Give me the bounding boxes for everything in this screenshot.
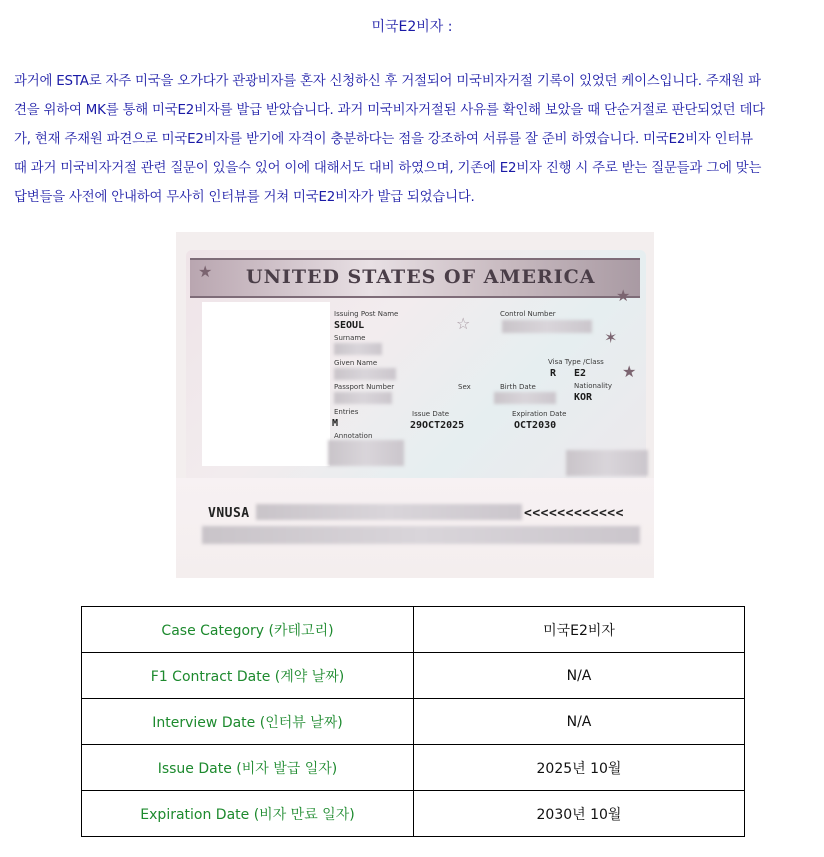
redacted-mrz	[202, 526, 640, 544]
nationality-label: Nationality	[574, 382, 613, 390]
redacted-field	[566, 450, 648, 476]
photo-redacted	[202, 302, 330, 466]
nationality-value: KOR	[574, 392, 593, 403]
redacted-field	[494, 392, 556, 404]
mrz-prefix: VNUSA	[208, 506, 250, 521]
birth-date-label: Birth Date	[500, 383, 536, 391]
visa-class-value: E2	[574, 368, 587, 379]
visa-image	[176, 232, 654, 578]
visa-type-label: Visa Type /Class	[548, 358, 604, 366]
visa-type-value: R	[550, 368, 557, 379]
description-line: 과거에 ESTA로 자주 미국을 오가다가 관광비자를 혼자 신청하신 후 거절되어 미국비자거절 기록이 있었던 케이스입니다. 주재원 파	[14, 74, 761, 89]
table-key: F1 Contract Date (계약 날짜)	[82, 653, 414, 699]
table-value: 미국E2비자	[414, 607, 745, 653]
table-row	[82, 699, 745, 745]
description-line: 때 과거 미국비자거절 관련 질문이 있을수 있어 이에 대해서도 대비 하였으며, 기존에 E2비자 진행 시 주로 받는 질문들과 그에 맞는	[14, 161, 762, 176]
table-key: Case Category (카테고리)	[82, 607, 414, 653]
redacted-field	[334, 343, 382, 355]
case-description	[14, 67, 814, 212]
table-key: Issue Date (비자 발급 일자)	[82, 745, 414, 791]
surname-label: Surname	[334, 334, 366, 342]
control-number-label: Control Number	[500, 310, 556, 318]
given-name-label: Given Name	[334, 359, 378, 367]
redacted-mrz	[256, 504, 522, 520]
mrz-suffix: <<<<<<<<<<<<	[524, 506, 624, 521]
star-icon: ★	[198, 262, 213, 281]
description-line: 가, 현재 주재원 파견으로 미국E2비자를 받기에 자격이 충분하다는 점을 강조하여 서류를 잘 준비 하였습니다. 미국E2비자 인터뷰	[14, 132, 753, 147]
table-value: N/A	[414, 699, 745, 745]
table-row	[82, 791, 745, 837]
issue-date-label: Issue Date	[412, 410, 450, 418]
page-title: 미국E2비자 :	[371, 19, 453, 35]
visa-info-table	[81, 606, 745, 837]
table-key: Expiration Date (비자 만료 일자)	[82, 791, 414, 837]
table-key: Interview Date (인터뷰 날짜)	[82, 699, 414, 745]
table-value: 2030년 10월	[414, 791, 745, 837]
table-row	[82, 653, 745, 699]
entries-value: M	[332, 418, 339, 429]
table-row	[82, 607, 745, 653]
redacted-field	[328, 440, 404, 466]
visa-banner-text: UNITED STATES OF AMERICA	[246, 266, 596, 288]
table-row	[82, 745, 745, 791]
star-icon: ★	[622, 362, 637, 381]
description-line: 견을 위하여 MK를 통해 미국E2비자를 발급 받았습니다. 과거 미국비자거절된 사유를 확인해 보았을 때 단순거절로 판단되었던 데다	[14, 103, 765, 118]
sex-label: Sex	[458, 383, 471, 391]
redacted-field	[334, 392, 392, 404]
issuing-post-label: Issuing Post Name	[334, 310, 399, 318]
star-icon: ☆	[456, 314, 471, 333]
issuing-post-value: SEOUL	[334, 320, 365, 331]
star-icon: ★	[616, 286, 631, 305]
table-value: 2025년 10월	[414, 745, 745, 791]
annotation-label: Annotation	[334, 432, 373, 440]
expiration-date-label: Expiration Date	[512, 410, 567, 418]
passport-number-label: Passport Number	[334, 383, 395, 391]
table-value: N/A	[414, 653, 745, 699]
star-icon: ✶	[604, 328, 618, 347]
entries-label: Entries	[334, 408, 359, 416]
redacted-field	[502, 320, 592, 333]
redacted-field	[334, 368, 396, 380]
issue-date-value: 29OCT2025	[410, 420, 465, 431]
expiration-date-value: OCT2030	[514, 420, 557, 431]
description-line: 답변들을 사전에 안내하여 무사히 인터뷰를 거쳐 미국E2비자가 발급 되었습니다.	[14, 190, 475, 205]
